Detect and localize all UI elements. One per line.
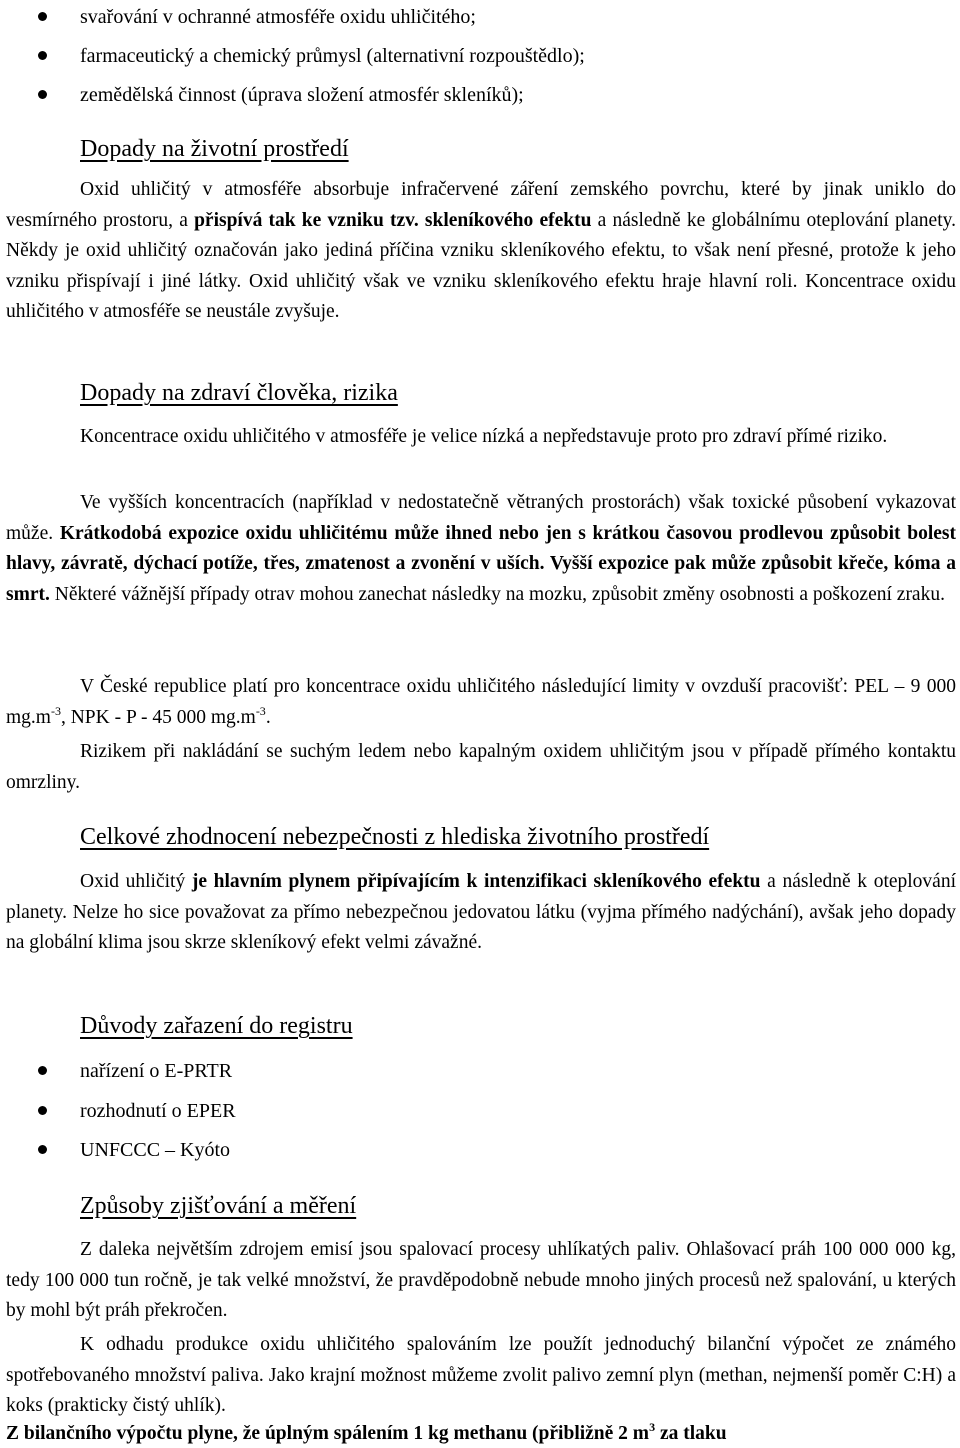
superscript: -3 — [255, 703, 266, 718]
section-heading-measurement: Způsoby zjišťování a měření — [80, 1193, 357, 1219]
list-item — [0, 82, 960, 122]
paragraph-measurement-2: K odhadu produkce oxidu uhličitého spalováním lze použít jednoduchý bilanční výpočet ze známého spotřebovaného množství paliva. Jako krajní možnost můžeme zvolit palivo zemní plyn (methan, nejmenší poměr C:H) a koks (prakticky čistý uhlík). — [6, 1334, 956, 1416]
text-run: . — [265, 706, 271, 728]
bullet-icon — [38, 1145, 47, 1154]
paragraph-health-limits — [6, 672, 956, 733]
list-item-text: nařízení o E-PRTR — [80, 1060, 233, 1082]
paragraph-measurement-1: Z daleka největším zdrojem emisí jsou spalovací procesy uhlíkatých paliv. Ohlašovací práh 100 000 000 kg, tedy 100 000 tun ročně, je tak velké množství, že pravděpodobně nebude mnoho jiných procesů než spalování, u kterých by mohl být práh překročen. — [6, 1239, 956, 1321]
list-item — [0, 1137, 960, 1177]
list-item — [0, 4, 960, 44]
section-heading-registry-reasons: Důvody zařazení do registru — [80, 1013, 353, 1039]
text-run: Některé vážnější případy otrav mohou zanechat následky na mozku, způsobit změny osobnosti a poškození zraku. — [49, 583, 945, 605]
bold-text-run: přispívá tak ke vzniku tzv. skleníkového efektu — [194, 209, 592, 231]
text-run: V České republice platí pro koncentrace oxidu uhličitého následující limity v ovzduší pracovišť: PEL – 9 000 mg.m — [6, 676, 956, 728]
list-item-text: svařování v ochranné atmosféře oxidu uhličitého; — [80, 6, 476, 28]
bold-text-run: Krátkodobá expozice oxidu uhličitému může ihned nebo jen s krátkou časovou prodlevou způsobit bolest hlavy, závratě, dýchací potíže, třes, zmatenost a zvonění v uších. Vyšší expozice pak může způsobit křeče, kóma a smrt. — [6, 522, 956, 605]
text-run: Oxid uhličitý — [80, 871, 192, 892]
section-heading-overall-assessment: Celkové zhodnocení nebezpečnosti z hlediska životního prostředí — [80, 824, 710, 850]
text-run: , NPK - P - 45 000 mg.m — [60, 706, 256, 728]
text-run: a následně ke globálnímu oteplování planety. Někdy je oxid uhličitý označován jako jediná příčina vzniku skleníkového efektu, to však není přesné, protože k jeho vzniku přispívají i jiné látky. Oxid uhličitý však ve vzniku skleníkového efektu hraje hlavní roli. Koncentrace oxidu uhličitého v atmosféře se neustále zvyšuje. — [6, 209, 956, 322]
list-item-text: farmaceutický a chemický průmysl (alternativní rozpouštědlo); — [80, 45, 585, 67]
paragraph-health-1: Koncentrace oxidu uhličitého v atmosféře je velice nízká a nepředstavuje proto pro zdraví přímé riziko. — [80, 426, 888, 447]
superscript: -3 — [50, 703, 61, 718]
bullet-icon — [38, 1106, 47, 1115]
bold-text-run: za tlaku — [655, 1423, 727, 1444]
bullet-icon — [38, 12, 47, 21]
section-heading-health: Dopady na zdraví člověka, rizika — [80, 380, 398, 406]
text-run: Ve vyšších koncentracích (například v nedostatečně větraných prostorách) však toxické působení vykazovat může. — [6, 492, 956, 544]
bold-text-run: je hlavním plynem připívajícím k intenzifikaci skleníkového efektu — [191, 871, 761, 892]
bullet-icon — [38, 51, 47, 60]
paragraph-environment — [6, 175, 956, 328]
paragraph-overall-assessment — [6, 867, 956, 959]
bullet-icon — [38, 90, 47, 99]
list-item — [0, 1058, 960, 1098]
bold-text-run: Z bilančního výpočtu plyne, že úplným spálením 1 kg methanu (přibližně 2 m — [6, 1423, 650, 1444]
paragraph-health-risk: Rizikem při nakládání se suchým ledem nebo kapalným oxidem uhličitým jsou v případě přímého kontaktu omrzliny. — [6, 741, 956, 793]
paragraph-measurement-3 — [6, 1420, 960, 1448]
paragraph-health-2 — [6, 488, 956, 610]
text-run: a následně k oteplování planety. Nelze ho sice považovat za přímo nebezpečnou jedovatou látku (vyjma přímého nadýchání), avšak jeho dopady na globální klima jsou skrze skleníkový efekt velmi závažné. — [6, 871, 957, 953]
superscript: 3 — [649, 1420, 656, 1434]
list-item — [0, 43, 960, 83]
bullet-icon — [38, 1066, 47, 1075]
list-item — [0, 1098, 960, 1138]
list-item-text: UNFCCC – Kyóto — [80, 1139, 231, 1161]
text-run: Oxid uhličitý v atmosféře absorbuje infračervené záření zemského povrchu, které by jinak uniklo do vesmírného prostoru, a — [6, 179, 956, 231]
list-item-text: zemědělská činnost (úprava složení atmosfér skleníků); — [80, 84, 524, 106]
list-item-text: rozhodnutí o EPER — [80, 1100, 236, 1122]
section-heading-environment: Dopady na životní prostředí — [80, 136, 349, 162]
